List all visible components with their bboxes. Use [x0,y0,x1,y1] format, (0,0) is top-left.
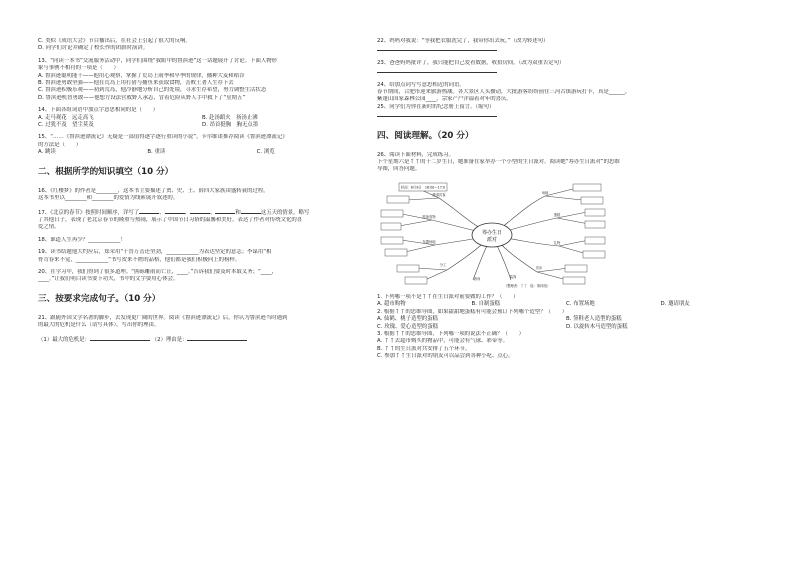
q16-line2: 这本书里以________和________的爱情为线索展开叙述的。 [38,195,179,202]
q21-answer-blank-2[interactable] [187,335,247,341]
mq1-option-d: D. 邀请朋友 [660,301,690,308]
mind-map-footer: （整理者：丫丫 绘：第四组） [503,283,551,288]
q12-option-c: C. 类似《成语大会》节目播出后，在社会上引起了很大的反响。 [38,38,191,44]
mq3-option-b: B. 丫丫的生日派对共安排了五个环节。 [377,345,471,352]
q15-option-c: C. 浏览 [256,149,275,156]
q26-intro-line1: 下个星期六是丫丫的十二岁生日，她准备在家举办一个小型的生日派对。阅读她“筹办生日派对”的思维 [377,159,620,166]
q20-line2: ____。”让我们明白读书要下功夫，书中的文字要用心体会。 [38,276,179,283]
q16-line1: 16、《红楼梦》的作者是________，这本书主要描述了贾、史、王、薛四大家族由盛转衰的过程， [38,187,269,194]
q14-options-row2 [38,122,366,129]
mind-map-right-branch-2: 蛋糕 [553,212,561,217]
mq2-option-b: B. 签鞋老人造型的蛋糕 [566,316,622,323]
mind-map-left-branch-2: 准备食物 [422,214,436,219]
q15-option-b: B. 重读 [147,149,166,156]
mq1-option-b: B. 自制蛋糕 [471,301,501,308]
q26-stem: 26、阅读下面材料，完成练习。 [377,151,454,158]
mq3-option-a: A. 丫丫去超市购买的物品中，可能会有气球、彩带等。 [377,338,509,345]
q15-option-a: A. 跳读 [38,149,56,156]
mind-map-header: 时间：6月9日 16:00—17:0 [400,185,446,190]
q21-answer-blank-1[interactable] [90,335,150,341]
q19-line2: 骨苛春来不觉，____________”书写贺来不匮的品格，他们都是我们积极向上的榜样。 [38,256,241,263]
mind-map-center-line2: 派对 [486,236,498,243]
q21-line2: 的最大的危机是什么（请写具体），写出你的理由。 [38,322,160,329]
q13-option-c: C. 鲁滨逊积极乐观——初到荒岛，他冷静地分析自己的处境，寻求生存希望，努力调整生活状态 [38,87,267,94]
q15-stem: 15、“……《鲁滨逊漂流记》无疑是一部值得逐字逐行重读的小说”。卡尔维诺推荐阅读《鲁滨逊漂流记》 [38,134,288,141]
mind-map-right-branch-4: 音乐 [535,265,543,270]
mq1-option-a: A. 超市购物 [377,301,406,308]
mq1-option-c: C. 布置场地 [566,301,595,308]
mind-map-right-branch-1: 场地 [541,190,549,195]
q14-options-row1 [38,115,366,122]
q13-option-a: A. 鲁滨逊聪明能干——他用心观察，掌握了荒岛上雨季和旱季的规律，播种大麦和稻谷 [38,72,245,79]
q24-line1: 24、给加点词写写意思相近的词语。 [377,81,465,88]
mq1-options [377,301,755,308]
mq3-stem: 3. 根据丫丫的思维导图，下列哪一项的说法不正确？（ ） [377,330,525,337]
section-4-heading: 四、阅读理解。（20 分） [377,130,474,141]
mind-map-left-branch-5: 游戏 [473,276,481,281]
q14-option-c: C. 过犹不及 望尘莫及 [38,122,94,129]
q13-option-d: D. 鲁滨逊机智勇敢——他想方设法营救野人承志，冒着危险从野人手中救下了“星期五” [38,94,246,101]
mq2-options-row1 [377,316,755,323]
q18: 18、谁道人生再少？____________！ [38,236,126,243]
q15-stem-cont: 的方法是（ ） [38,141,82,148]
q17-line3: 爱之情。 [38,224,60,231]
right-column [377,38,755,361]
q13-stem-cont: 象与事例不相符的一项是（ ） [38,65,119,72]
q25-answer-blank[interactable] [377,111,497,117]
q19-line1: 19、读书结题他大约应后，郑荣用“千晋万击还坚劲，____________为表达坚定的意志；李谋用“相 [38,249,272,256]
mq2-option-c: C. 玫瑰、爱心造型的蛋糕 [377,323,439,330]
q21-line1: 21、跟随外国文学名著的脚步，去发现更广阔的世界。阅读《鲁滨逊漂流记》后，你认为鲁滨逊当时遇到 [38,314,288,321]
q23: 23、爸爸妈妈批评了，我只能把自己爱看数据，收拾房间。（改为双重否定句） [377,59,565,66]
q26-intro-line2: 导图，回答问题。 [377,166,421,173]
mind-map-left-branch-3: 布置场地 [422,239,436,244]
q21-answer-line: （1）最大的危机是： （2）理由是： [38,335,366,344]
left-column [38,38,366,344]
q13-option-b: B. 鲁滨逊勇敢坚强——他在荒岛上用打猎与捕鱼来获取食物，击败土著人生存下去 [38,80,234,87]
q15-options [38,149,366,156]
mind-map-center-line1: 筹办生日 [481,229,503,236]
q14-stem: 14、下面各组词语中加点字意思相同的是（ ） [38,107,159,114]
q17-line2: 了其他日子，表现了老北京春节的隆重与热闹，展示了中国节日习俗的温馨和美好，表达了作者对传统文化的喜 [38,216,303,223]
mind-map-right-branch-5: 装饰 [509,274,517,279]
mq2-stem: 2. 根据丫丫的思维导图，如果甜甜地蛋糕有可能会预订下列哪个造型？（ ） [377,308,568,315]
q14-option-b: B. 赴汤蹈火 扬汤止沸 [202,114,258,121]
mind-map-right-branch-3: 礼物 [553,240,561,245]
mq2-option-a: A. 仙鹤、桃子造型的蛋糕 [377,316,438,323]
q24-line3: 紫蓬山国家森林公园____，宗家产户洋溢着对年的喜庆。 [377,96,512,103]
q14-option-a: A. 走马观花 远走高飞 [38,114,94,121]
section-3-heading: 三、按要求完成句子。（10 分） [38,293,161,304]
section-2-heading: 二、根据所学的知识填空（10 分） [38,166,174,177]
q14-option-d: D. 昂首挺胸 胸无点墨 [202,122,259,129]
q13-stem: 13、“同读一本书”交流服务活动中，同学们围绕“我眼中的鲁滨逊”这一话题展开了讨论。下面人物形 [38,57,278,64]
q24-line2: 春节期间，合肥市迎来旅游热潮。各大景区人头攒动，大批游客纷纷前往三河古镇游玩打卡，真是______， [377,89,631,96]
mq1-stem: 1. 下列哪一项不是丫丫在生日派对前要做的工作？（ ） [377,293,519,300]
mq3-option-c: C. 参加丫丫生日派对的朋友可以品尝到各种小吃、点心。 [377,353,514,360]
q22: 22、妈妈对我说：“等我把衣服洗完了，我带你出去玩。”（改为转述句） [377,38,549,44]
mind-map-left-branch-1: 邀请宾客 [432,192,446,197]
mind-map-left-branch-4: 分工 [439,262,447,267]
mq2-option-d: D. 以旋转木马造型的蛋糕 [566,323,628,330]
mind-map-diagram [377,180,607,288]
q22-answer-blank[interactable] [377,45,497,51]
q23-answer-blank[interactable] [377,67,497,73]
q17-line1: 17、《北京的春节》按照时间顺序，详写了 、 、 、 和 这五天的情景，略写 [38,209,310,216]
q25: 25、同学们为你在新时的纪念册上留言。（缩句） [377,103,495,110]
q12-option-d: D. 同学们讨论并确定了校长作的团旗时演讲。 [38,45,149,52]
q20-line1: 20、在学习中，我们得到了很多道理。“熊砾雕雨而亡止，____。”告诉我们要及时本取义务；“____， [38,268,277,275]
mq2-options-row2 [377,324,755,331]
